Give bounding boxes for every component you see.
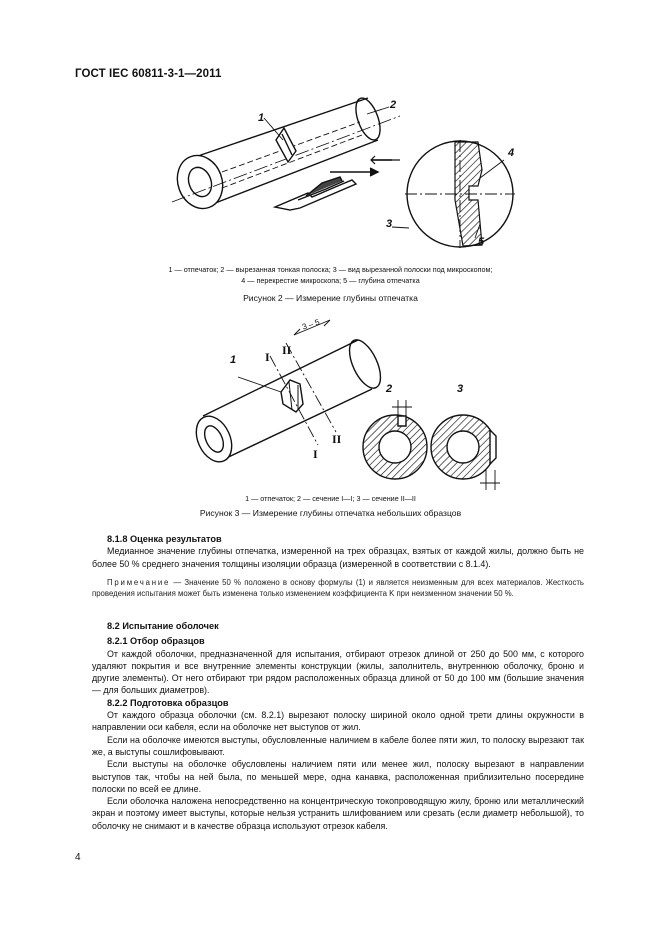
section-8-1-8	[92, 533, 584, 599]
section-8-2-2-paragraph-2: Если на оболочке имеются выступы, обусловленные наличием в кабеле более пяти жил, то полоску вырезают так же, а выступы сошлифовывают.	[92, 734, 584, 757]
section-8-2-heading: 8.2 Испытание оболочек	[107, 621, 219, 631]
note	[92, 577, 584, 599]
section-8-2-2-paragraph-4: Если оболочка наложена непосредственно на концентрическую токопроводящую жилу, броню или металлический экран и поэтому имеет выступы, которые нельзя устранить шлифованием или срезать (если диаметр небольшой), то оболочку не снимают и в качестве образца используют отрезок кабеля.	[92, 796, 584, 831]
figure-2-legend-line-2: 4 — перекрестие микроскопа; 5 — глубина отпечатка	[241, 276, 420, 285]
cross-section-II	[431, 415, 500, 490]
section-8-2-2-paragraph-3: Если выступы на оболочке обусловлены наличием пяти или менее жил, полоску вырезают в направлении выступов так, чтобы на ней была, по меньшей мере, одна канавка, расположенная приблизительно посередине полоски по всей ее длине.	[92, 759, 584, 794]
fig3-label-3: 3	[457, 383, 464, 395]
fig2-label-4: 4	[508, 147, 515, 159]
fig3-section-I-bottom: I	[313, 447, 318, 461]
fig2-label-5: 5	[478, 236, 485, 248]
fig3-section-I-top: I	[265, 350, 270, 364]
section-8-2-1-heading: 8.2.1 Отбор образцов	[107, 636, 205, 647]
note-text: — Значение 50 % положено в основу формулы (1) и является неизменным для всех материалов. Жесткость проведения испытания может быть изменена только изменением коэффициента K при неизменном значении 50 %.	[92, 577, 584, 598]
fig3-section-II-bottom: II	[332, 432, 342, 446]
figure-2-legend-line-1: 1 — отпечаток; 2 — вырезанная тонкая полоска; 3 — вид вырезанной полоски под микроскопом;	[168, 265, 493, 274]
fig3-label-2: 2	[386, 383, 393, 395]
document-header: ГОСТ IEC 60811-3-1—2011	[75, 68, 222, 80]
section-8-1-8-paragraph: Медианное значение глубины отпечатка, измеренной на трех образцах, взятых от каждой жилы, должно быть не более 50 % среднего значения толщины изоляции образца (измеренной в соответствии с 8.1.4).	[92, 546, 584, 569]
note-label: Примечание	[107, 577, 171, 587]
figure-3-legend: 1 — отпечаток; 2 — сечение I—I; 3 — сечение II—II	[245, 494, 416, 503]
figure-3-title: Рисунок 3 — Измерение глубины отпечатка небольших образцов	[199, 508, 462, 518]
fig3-section-II-top: II	[282, 343, 292, 357]
fig2-label-3: 3	[386, 218, 393, 230]
cross-section-I	[363, 400, 427, 479]
section-8-2-2-paragraph-1: От каждого образца оболочки (см. 8.2.1) вырезают полоску шириной около одной трети длины окружности в направлении оси кабеля, если на оболочке нет выступов от жил.	[92, 710, 584, 733]
section-8-2-2-heading: 8.2.2 Подготовка образцов	[107, 697, 229, 708]
section-8-1-8-heading: 8.1.8 Оценка результатов	[107, 534, 222, 544]
fig3-dimension-label: 3 – 5	[301, 317, 321, 332]
figure-2-title: Рисунок 2 — Измерение глубины отпечатка	[243, 293, 418, 303]
section-8-2-1-paragraph: От каждой оболочки, предназначенной для испытания, отбирают отрезок длиной от 250 до 500 мм, с которого удаляют покрытия и все внутренние элементы конструкции (жилы, заполнитель, внутреннюю оболочку, броню и другие элементы). От него отбирают три рядом расположенных образца длиной от 50 до 100 мм (большие значения — для больших диаметров).	[92, 648, 584, 696]
fig2-label-1: 1	[258, 112, 265, 124]
section-8-2	[92, 620, 584, 832]
fig2-label-2: 2	[390, 99, 397, 111]
fig3-label-1: 1	[230, 354, 237, 366]
page-number: 4	[75, 852, 81, 863]
